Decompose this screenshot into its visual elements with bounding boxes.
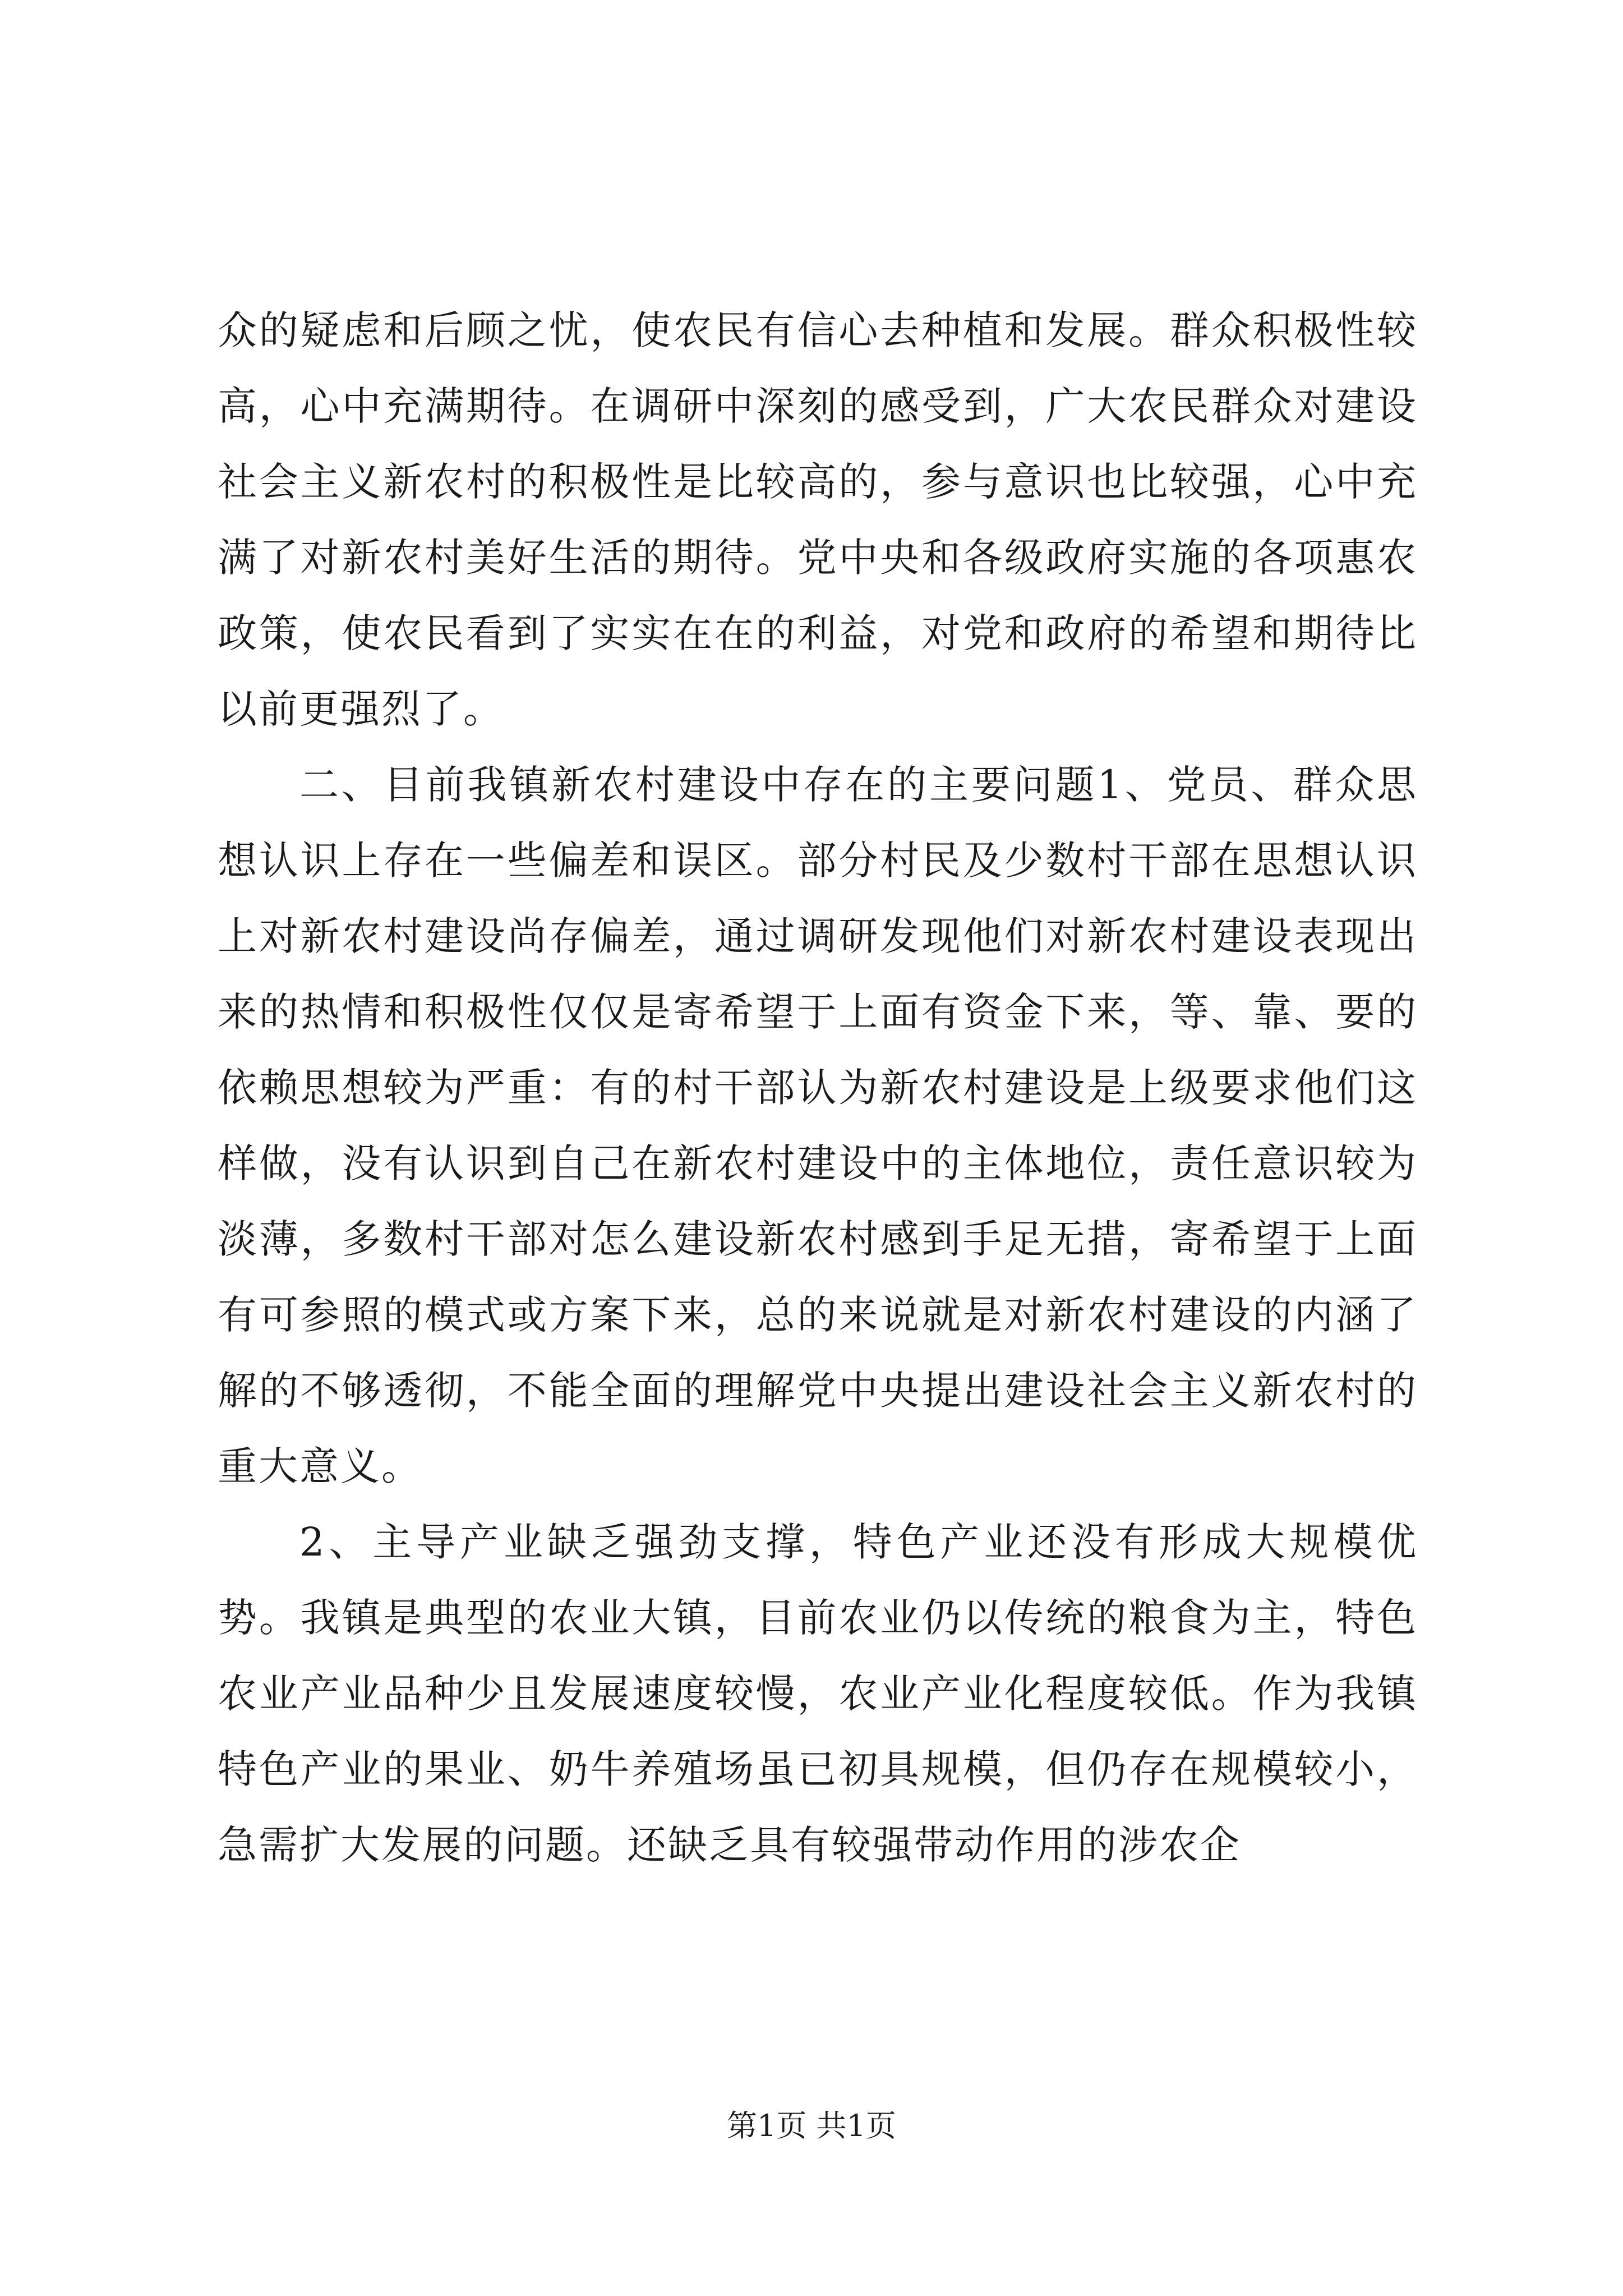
paragraph-continuation: 众的疑虑和后顾之忧，使农民有信心去种植和发展。群众积极性较高，心中充满期待。在调研中深刻的感受到，广大农民群众对建设社会主义新农村的积极性是比较高的，参与意识也比较强，心中充满了对新农村美好生活的期待。党中央和各级政府实施的各项惠农政策，使农民看到了实实在在的利益，对党和政府的希望和期待比以前更强烈了。 bbox=[218, 307, 1418, 732]
paragraph-section-two: 二、目前我镇新农村建设中存在的主要问题1、党员、群众思想认识上存在一些偏差和误区。部分村民及少数村干部在思想认识上对新农村建设尚存偏差，通过调研发现他们对新农村建设表现出来的热情和积极性仅仅是寄希望于上面有资金下来，等、靠、要的依赖思想较为严重：有的村干部认为新农村建设是上级要求他们这样做，没有认识到自己在新农村建设中的主体地位，责任意识较为淡薄，多数村干部对怎么建设新农村感到手足无措，寄希望于上面有可参照的模式或方案下来，总的来说就是对新农村建设的内涵了解的不够透彻，不能全面的理解党中央提出建设社会主义新农村的重大意义。 bbox=[218, 762, 1418, 1489]
paragraph-item-two: 2、主导产业缺乏强劲支撑，特色产业还没有形成大规模优势。我镇是典型的农业大镇，目前农业仍以传统的粮食为主，特色农业产业品种少且发展速度较慢，农业产业化程度较低。作为我镇特色产业的果业、奶牛养殖场虽已初具规模，但仍存在规模较小，急需扩大发展的问题。还缺乏具有较强带动作用的涉农企 bbox=[218, 1519, 1418, 1868]
page-footer: 第1页 共1页 bbox=[727, 2108, 896, 2143]
document-body bbox=[218, 293, 1418, 1883]
